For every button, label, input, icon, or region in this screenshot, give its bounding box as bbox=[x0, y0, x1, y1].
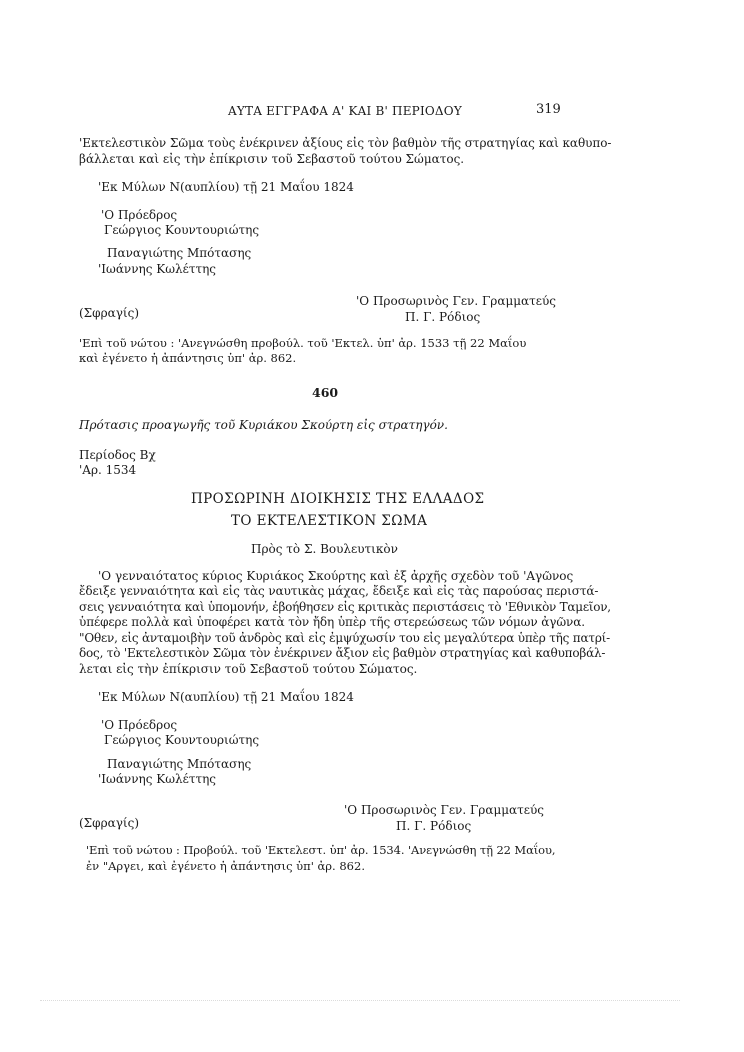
document-summary: Πρότασις προαγωγῆς τοῦ Κυριάκου Σκούρτη εἰς στρατηγόν. bbox=[79, 418, 448, 432]
running-title: ΑΥΤΑ ΕΓΓΡΑΦΑ Α' ΚΑΙ Β' ΠΕΡΙΟΔΟΥ bbox=[228, 104, 462, 118]
back-note-line: 'Επὶ τοῦ νώτου : Προβούλ. τοῦ 'Εκτελεστ. ὑπ' ἀρ. 1534. 'Ανεγνώσθη τῇ 22 Μαΐου, bbox=[86, 843, 556, 857]
document-addressee: Πρὸς τὸ Σ. Βουλευτικὸν bbox=[251, 542, 398, 556]
seal: (Σφραγίς) bbox=[79, 816, 140, 830]
prev-date-line: 'Εκ Μύλων Ν(αυπλίου) τῇ 21 Μαΐου 1824 bbox=[98, 180, 354, 194]
body-line: σεις γενναιότητα καὶ ὑπομονήν, ἐβοήθησεν εἰς κριτικὰς περιστάσεις τὸ 'Εθνικὸν Ταμεῖον, bbox=[79, 600, 611, 614]
prev-seal: (Σφραγίς) bbox=[79, 306, 140, 320]
back-note-line: ἐν "Αργει, καὶ ἐγένετο ἡ ἀπάντησις ὑπ' ἀρ. 862. bbox=[86, 859, 365, 873]
document-period: Περίοδος Βχ bbox=[79, 448, 156, 462]
body-line: 'Ο γενναιότατος κύριος Κυριάκος Σκούρτης καὶ ἐξ ἀρχῆς σχεδὸν τοῦ 'Αγῶνος bbox=[98, 569, 574, 583]
date-line: 'Εκ Μύλων Ν(αυπλίου) τῇ 21 Μαΐου 1824 bbox=[98, 690, 354, 704]
body-line: δος, τὸ 'Εκτελεστικὸν Σῶμα τὸν ἐνέκρινεν ἄξιον εἰς βαθμὸν στρατηγίας καὶ καθυποβάλ- bbox=[79, 646, 606, 660]
scan-artifact-divider bbox=[40, 1000, 680, 1003]
prev-back-note-line: καὶ ἐγένετο ἡ ἀπάντησις ὑπ' ἀρ. 862. bbox=[79, 351, 297, 365]
body-line: "Οθεν, εἰς ἀνταμοιβὴν τοῦ ἀνδρὸς καὶ εἰς ἐμψύχωσίν του εἰς μεγαλύτερα ὑπὲρ τῆς πατρί- bbox=[79, 631, 611, 645]
document-heading-executive: ΤΟ ΕΚΤΕΛΕΣΤΙΚΟΝ ΣΩΜΑ bbox=[231, 513, 428, 529]
prev-president-name: Γεώργιος Κουντουριώτης bbox=[104, 223, 260, 237]
prev-member-signature: 'Ιωάννης Κωλέττης bbox=[98, 262, 217, 276]
member-signature: Παναγιώτης Μπότασης bbox=[107, 757, 252, 771]
body-line: λεται εἰς τὴν ἐπίκρισιν τοῦ Σεβαστοῦ τούτου Σώματος. bbox=[79, 662, 418, 676]
member-signature: 'Ιωάννης Κωλέττης bbox=[98, 772, 217, 786]
page-number: 319 bbox=[536, 102, 561, 117]
prev-body-line: 'Εκτελεστικὸν Σῶμα τοὺς ἐνέκρινεν ἀξίους εἰς τὸν βαθμὸν τῆς στρατηγίας καὶ καθυπο- bbox=[79, 136, 612, 150]
document-archive-number: 'Αρ. 1534 bbox=[79, 463, 137, 477]
secretary-name: Π. Γ. Ρόδιος bbox=[396, 819, 472, 833]
prev-back-note-line: 'Επὶ τοῦ νώτου : 'Ανεγνώσθη προβούλ. τοῦ 'Εκτελ. ὑπ' ἀρ. 1533 τῇ 22 Μαΐου bbox=[79, 336, 527, 350]
document-heading-government: ΠΡΟΣΩΡΙΝΗ ΔΙΟΙΚΗΣΙΣ ΤΗΣ ΕΛΛΑΔΟΣ bbox=[191, 491, 485, 507]
president-title: 'Ο Πρόεδρος bbox=[101, 718, 178, 732]
document-number: 460 bbox=[312, 385, 339, 400]
body-line: ἔδειξε γενναιότητα καὶ εἰς τὰς ναυτικὰς μάχας, ἔδειξε καὶ εἰς τὰς παρούσας περιστά- bbox=[79, 584, 599, 598]
body-line: ὑπέφερε πολλὰ καὶ ὑποφέρει κατὰ τὸν ἤδη ὑπὲρ τῆς στερεώσεως τῶν νόμων ἀγῶνα. bbox=[79, 615, 585, 629]
prev-secretary-name: Π. Γ. Ρόδιος bbox=[405, 310, 481, 324]
president-name: Γεώργιος Κουντουριώτης bbox=[104, 733, 260, 747]
prev-president-title: 'Ο Πρόεδρος bbox=[101, 208, 178, 222]
prev-body-line: βάλλεται καὶ εἰς τὴν ἐπίκρισιν τοῦ Σεβαστοῦ τούτου Σώματος. bbox=[79, 152, 465, 166]
prev-secretary-title: 'Ο Προσωρινὸς Γεν. Γραμματεύς bbox=[356, 294, 557, 308]
secretary-title: 'Ο Προσωρινὸς Γεν. Γραμματεύς bbox=[344, 803, 545, 817]
prev-member-signature: Παναγιώτης Μπότασης bbox=[107, 246, 252, 260]
